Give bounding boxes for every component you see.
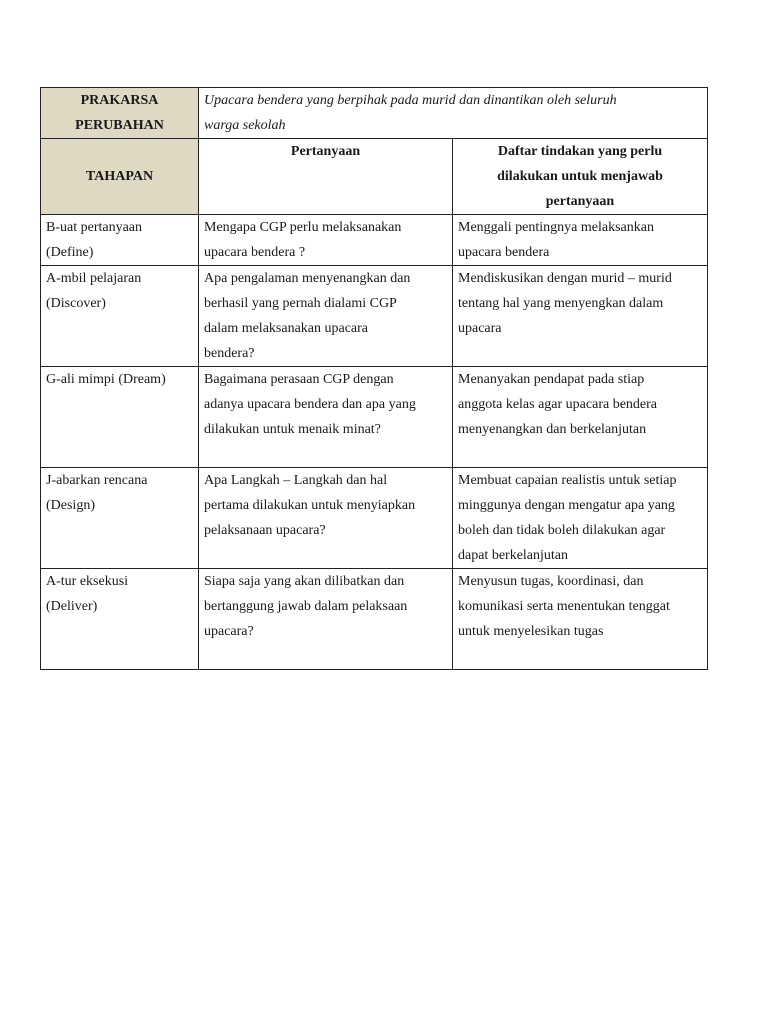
actions-cell bbox=[453, 569, 708, 670]
cell-line: bendera? bbox=[204, 346, 255, 361]
cell-line: dapat berkelanjutan bbox=[458, 548, 569, 563]
question-cell bbox=[199, 569, 453, 670]
actions-cell bbox=[453, 468, 708, 569]
question-cell bbox=[199, 367, 453, 468]
cell-line: menyenangkan dan berkelanjutan bbox=[458, 422, 647, 437]
actions-header-line: Daftar tindakan yang perlu bbox=[497, 144, 663, 159]
cell-line: berhasil yang pernah dialami CGP bbox=[204, 296, 397, 311]
table-row bbox=[41, 215, 708, 266]
cell-line: A-mbil pelajaran bbox=[46, 271, 142, 286]
cell-line: Apa Langkah – Langkah dan hal bbox=[204, 473, 388, 488]
cell-line: minggunya dengan mengatur apa yang bbox=[458, 498, 675, 513]
initiative-value-cell bbox=[199, 88, 708, 139]
question-cell bbox=[199, 215, 453, 266]
actions-header-line: dilakukan untuk menjawab bbox=[497, 169, 663, 184]
actions-header-line: pertanyaan bbox=[545, 194, 615, 209]
actions-cell bbox=[453, 367, 708, 468]
cell-line: Menggali pentingnya melaksankan bbox=[458, 220, 654, 235]
cell-line: pertama dilakukan untuk menyiapkan bbox=[204, 498, 416, 513]
cell-line: Bagaimana perasaan CGP dengan bbox=[204, 372, 394, 387]
initiative-label-line: PERUBAHAN bbox=[75, 118, 164, 133]
table-row bbox=[41, 266, 708, 367]
stage-cell bbox=[41, 215, 199, 266]
cell-line: boleh dan tidak boleh dilakukan agar bbox=[458, 523, 666, 538]
cell-line: anggota kelas agar upacara bendera bbox=[458, 397, 657, 412]
question-cell bbox=[199, 468, 453, 569]
cell-line: (Discover) bbox=[46, 296, 106, 311]
cell-line: untuk menyelesikan tugas bbox=[458, 624, 604, 639]
initiative-label-cell bbox=[41, 88, 199, 139]
cell-line: (Deliver) bbox=[46, 599, 98, 614]
stage-cell bbox=[41, 569, 199, 670]
cell-line: G-ali mimpi (Dream) bbox=[46, 372, 166, 387]
cell-line: Apa pengalaman menyenangkan dan bbox=[204, 271, 411, 286]
cell-line: J-abarkan rencana bbox=[46, 473, 148, 488]
actions-cell bbox=[453, 215, 708, 266]
question-header bbox=[199, 139, 453, 215]
cell-line: tentang hal yang menyengkan dalam bbox=[458, 296, 664, 311]
cell-line: (Design) bbox=[46, 498, 95, 513]
cell-line: upacara bbox=[458, 321, 502, 336]
initiative-label-line: PRAKARSA bbox=[80, 93, 159, 108]
table-row bbox=[41, 367, 708, 468]
cell-line: Siapa saja yang akan dilibatkan dan bbox=[204, 574, 405, 589]
stage-cell bbox=[41, 367, 199, 468]
actions-header bbox=[453, 139, 708, 215]
cell-line: bertanggung jawab dalam pelaksaan bbox=[204, 599, 408, 614]
cell-line: upacara bendera bbox=[458, 245, 550, 260]
question-cell bbox=[199, 266, 453, 367]
initiative-value-line: warga sekolah bbox=[204, 118, 286, 133]
cell-line: (Define) bbox=[46, 245, 94, 260]
cell-line: B-uat pertanyaan bbox=[46, 220, 143, 235]
stage-cell bbox=[41, 468, 199, 569]
cell-line: Mengapa CGP perlu melaksanakan bbox=[204, 220, 402, 235]
cell-line: dalam melaksanakan upacara bbox=[204, 321, 369, 336]
bagja-plan-table bbox=[40, 87, 708, 670]
cell-line: Mendiskusikan dengan murid – murid bbox=[458, 271, 672, 286]
table-row bbox=[41, 569, 708, 670]
actions-cell bbox=[453, 266, 708, 367]
initiative-value-line: Upacara bendera yang berpihak pada murid dan dinantikan oleh seluruh bbox=[204, 93, 617, 108]
cell-line: Membuat capaian realistis untuk setiap bbox=[458, 473, 677, 488]
cell-line: upacara bendera ? bbox=[204, 245, 306, 260]
table-row bbox=[41, 468, 708, 569]
stage-cell bbox=[41, 266, 199, 367]
cell-line: Menanyakan pendapat pada stiap bbox=[458, 372, 645, 387]
question-header-label: Pertanyaan bbox=[290, 144, 361, 159]
initiative-row bbox=[41, 88, 708, 139]
header-row bbox=[41, 139, 708, 215]
cell-line: adanya upacara bendera dan apa yang bbox=[204, 397, 416, 412]
cell-line: dilakukan untuk menaik minat? bbox=[204, 422, 381, 437]
cell-line: upacara? bbox=[204, 624, 254, 639]
cell-line: pelaksanaan upacara? bbox=[204, 523, 326, 538]
cell-line: Menyusun tugas, koordinasi, dan bbox=[458, 574, 644, 589]
cell-line: komunikasi serta menentukan tenggat bbox=[458, 599, 670, 614]
cell-line: A-tur eksekusi bbox=[46, 574, 129, 589]
stage-header-label: TAHAPAN bbox=[85, 169, 154, 184]
stage-header bbox=[41, 139, 199, 215]
